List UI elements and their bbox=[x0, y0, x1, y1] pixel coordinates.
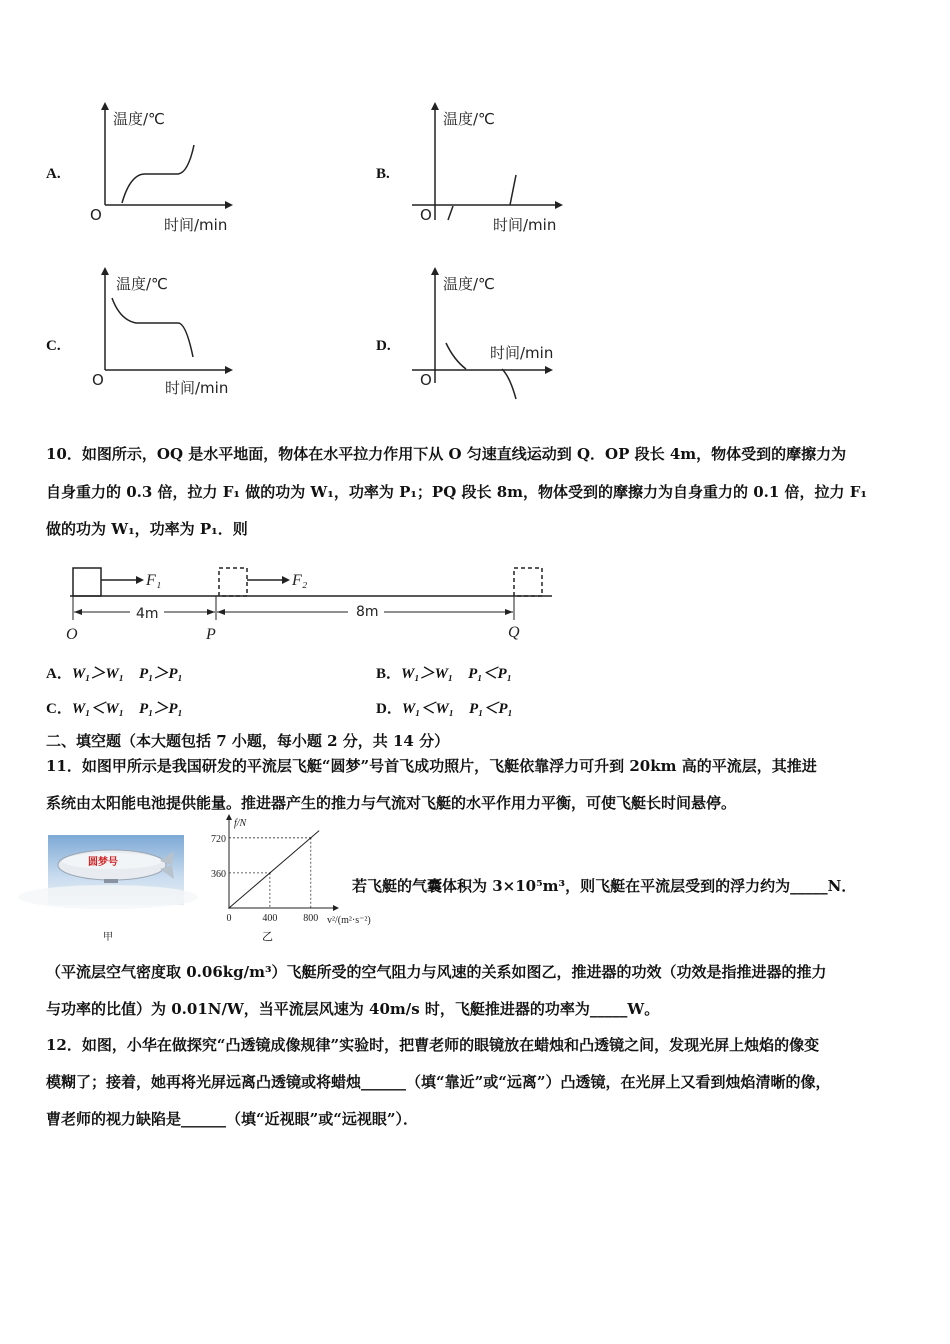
choice-text: W₁＜W₁ P₁＞P₁ bbox=[71, 701, 183, 717]
point-o: O bbox=[66, 626, 78, 643]
section-heading: 二、填空题（本大题包括 7 小题，每小题 2 分，共 14 分） bbox=[46, 732, 450, 750]
choice-letter: A． bbox=[46, 666, 72, 682]
graph-c bbox=[80, 265, 240, 404]
q11-line-2: 系统由太阳能电池提供能量。推进器产生的推力与气流对飞艇的水平作用力平衡，可使飞艇长时间悬停。 bbox=[46, 794, 737, 812]
q10-choice-a[interactable] bbox=[46, 662, 183, 683]
q11-line-4: 与功率的比值）为 0.01N/W，当平流层风速为 40m/s 时，飞艇推进器的功率为_____W。 bbox=[46, 1000, 660, 1018]
y-axis-label: 温度/℃ bbox=[116, 275, 168, 293]
chart-caption: 乙 bbox=[262, 930, 273, 943]
y-tick-label: 360 bbox=[211, 868, 226, 880]
y-tick-label: 720 bbox=[211, 833, 226, 845]
drag-chart bbox=[205, 818, 371, 946]
length-op: 4m bbox=[136, 606, 159, 622]
y-axis-arrow bbox=[226, 814, 232, 820]
y-axis-label: 温度/℃ bbox=[443, 110, 495, 128]
q10-choice-c[interactable] bbox=[46, 697, 183, 718]
x-tick-label: 0 bbox=[226, 913, 232, 924]
choice-text: W₁＞W₁ P₁＜P₁ bbox=[401, 666, 512, 682]
q11-line-3: （平流层空气密度取 0.06kg/m³）飞艇所受的空气阻力与风速的关系如图乙，推进器的功效（功效是指推进器的推力 bbox=[46, 963, 827, 981]
q12-line-2: 模糊了；接着，她再将光屏远离凸透镜或将蜡烛______（填“靠近”或“远离”）凸透镜，在光屏上又看到烛焰清晰的像， bbox=[46, 1073, 831, 1091]
option-b-label: B. bbox=[376, 166, 390, 182]
option-d-label: D. bbox=[376, 338, 391, 354]
q10-choice-d[interactable] bbox=[376, 697, 513, 718]
x-axis-label: 时间/min bbox=[165, 379, 229, 397]
y-axis-label: 温度/℃ bbox=[443, 275, 495, 293]
option-a-label: A. bbox=[46, 166, 61, 182]
graph-b bbox=[410, 100, 570, 239]
origin-label: O bbox=[420, 206, 432, 224]
origin-label: O bbox=[90, 206, 102, 224]
force-f2-label: F₂ bbox=[292, 572, 308, 589]
y-axis-label: 温度/℃ bbox=[113, 110, 165, 128]
length-pq: 8m bbox=[356, 604, 379, 620]
data-point bbox=[310, 837, 312, 839]
choice-text: W₁＜W₁ P₁＜P₁ bbox=[401, 701, 513, 717]
origin-label: O bbox=[92, 371, 104, 389]
q11-inline-question: 若飞艇的气囊体积为 3×10⁵m³，则飞艇在平流层受到的浮力约为_____N． bbox=[352, 877, 857, 895]
airship-photo bbox=[48, 835, 184, 905]
series-line bbox=[229, 831, 319, 908]
data-point bbox=[269, 872, 271, 874]
option-c-label: C. bbox=[46, 338, 61, 354]
q12-line-1: 12．如图，小华在做探究“凸透镜成像规律”实验时，把曹老师的眼镜放在蜡烛和凸透镜之间，发现光屏上烛焰的像变 bbox=[46, 1036, 820, 1054]
choice-letter: D． bbox=[376, 701, 402, 717]
choice-text: W₁＞W₁ P₁＞P₁ bbox=[71, 666, 183, 682]
q12-line-3: 曹老师的视力缺陷是______（填“近视眼”或“远视眼”）． bbox=[46, 1110, 419, 1128]
x-axis-label: 时间/min bbox=[493, 216, 557, 234]
q10-line-2: 自身重力的 0.3 倍，拉力 F₁ 做的功为 W₁，功率为 P₁；PQ 段长 8m，物体受到的摩擦力为自身重力的 0.1 倍，拉力 F₁ bbox=[46, 483, 867, 501]
y-axis-title: f/N bbox=[234, 818, 247, 829]
q11-line-1: 11．如图甲所示是我国研发的平流层飞艇“圆梦”号首飞成功照片，飞艇依靠浮力可升到 20km 高的平流层，其推进 bbox=[46, 757, 817, 775]
x-axis-title: v²/(m²·s⁻²) bbox=[327, 915, 371, 926]
x-tick-label: 800 bbox=[303, 913, 319, 924]
x-axis-label: 时间/min bbox=[164, 216, 228, 234]
choice-letter: C． bbox=[46, 701, 72, 717]
photo-caption: 甲 bbox=[103, 932, 113, 943]
force-f1-label: F₁ bbox=[146, 572, 162, 589]
x-axis-arrow bbox=[333, 905, 339, 911]
data-point bbox=[228, 907, 230, 909]
graph-d bbox=[410, 265, 570, 409]
x-axis-label: 时间/min bbox=[490, 344, 554, 362]
q10-diagram bbox=[60, 560, 570, 654]
q10-line-1: 10．如图所示，OQ 是水平地面，物体在水平拉力作用下从 O 匀速直线运动到 Q．OP 段长 4m，物体受到的摩擦力为 bbox=[46, 445, 847, 463]
point-p: P bbox=[206, 626, 216, 643]
q10-choice-b[interactable] bbox=[376, 662, 512, 683]
x-tick-label: 400 bbox=[262, 913, 278, 924]
origin-label: O bbox=[420, 371, 432, 389]
graph-a bbox=[80, 100, 240, 239]
q10-line-3: 做的功为 W₁，功率为 P₁．则 bbox=[46, 520, 248, 538]
airship-name: 圆梦号 bbox=[88, 857, 118, 868]
point-q: Q bbox=[508, 624, 520, 641]
choice-letter: B． bbox=[376, 666, 402, 682]
